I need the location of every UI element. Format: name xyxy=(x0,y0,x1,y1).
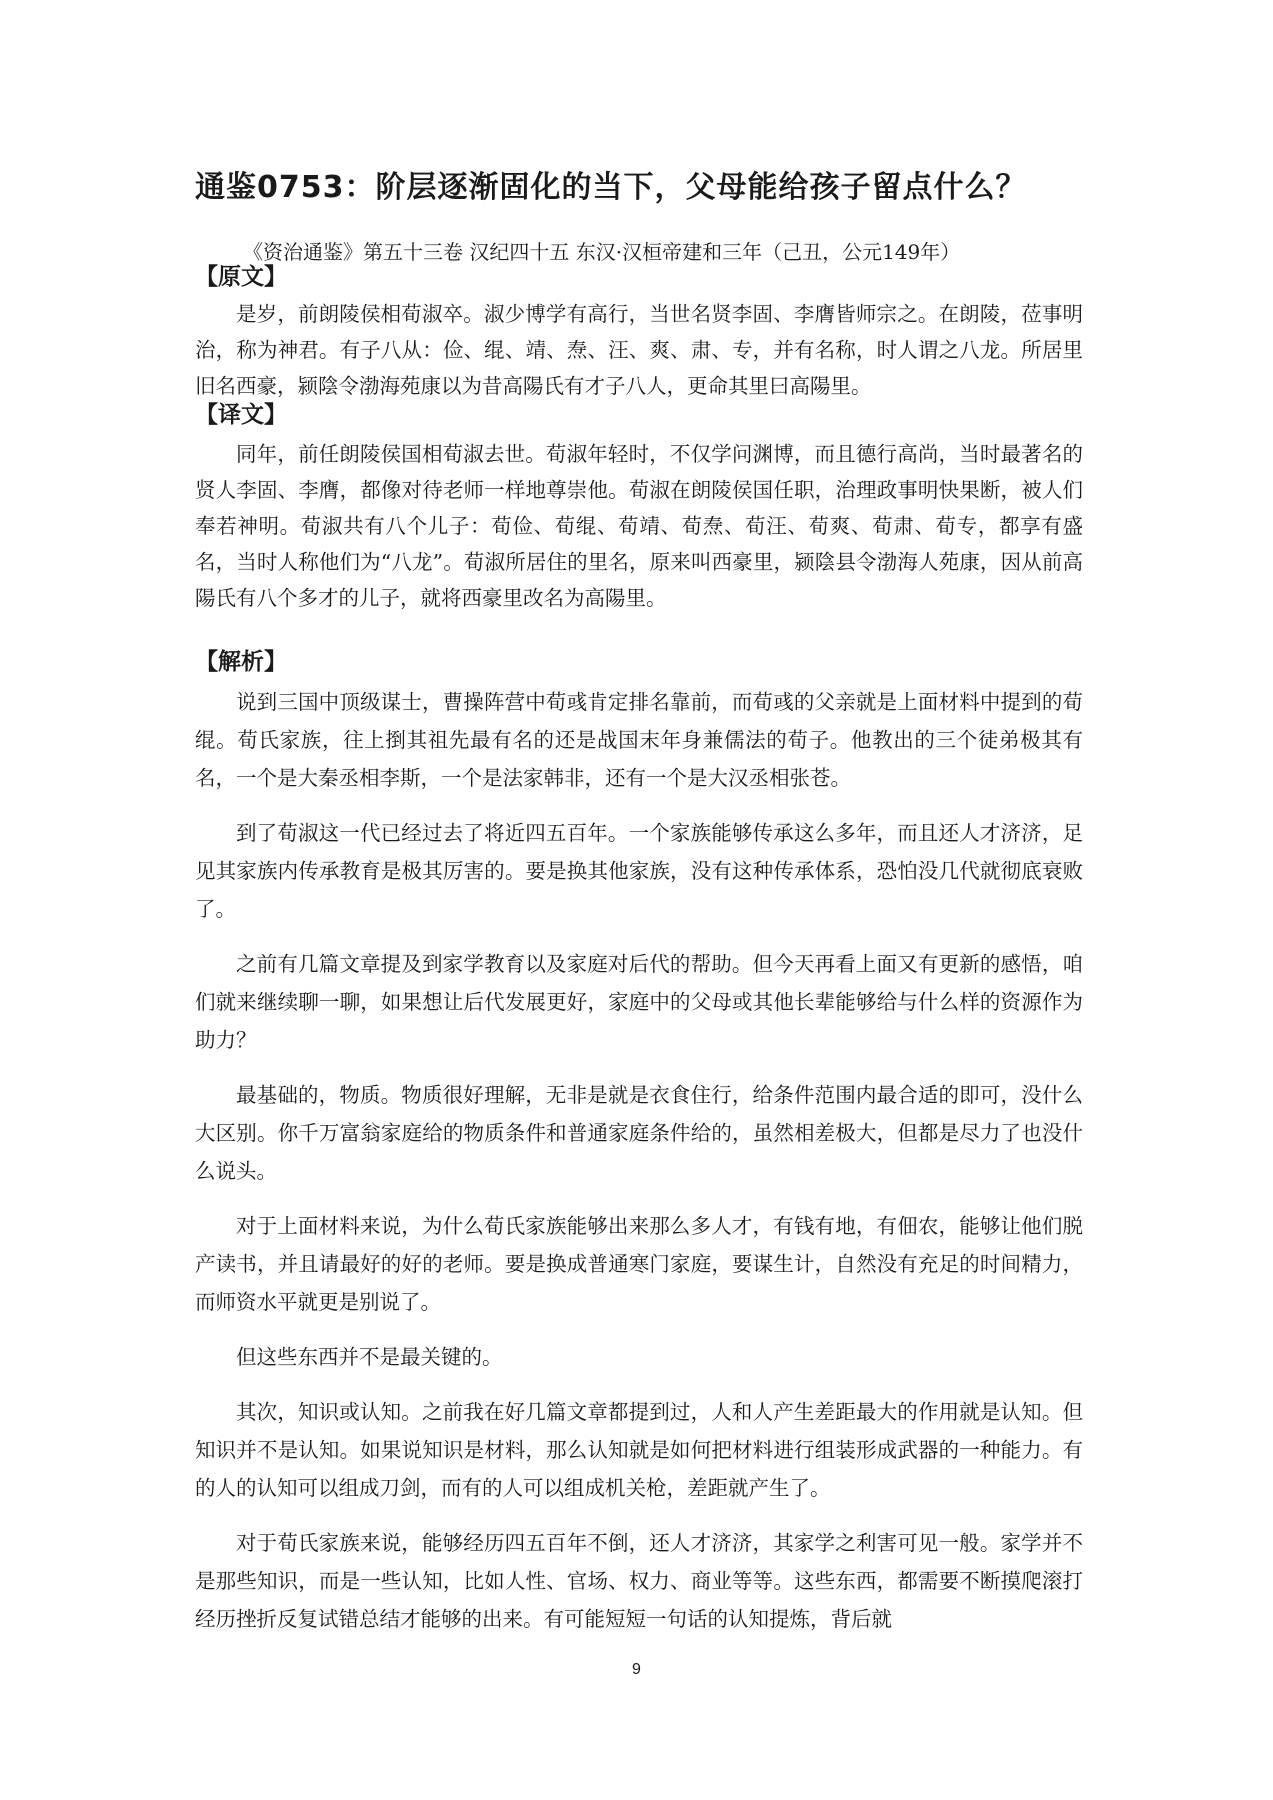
analysis-heading: 【解析】 xyxy=(195,649,287,675)
analysis-paragraph: 到了荀淑这一代已经过去了将近四五百年。一个家族能够传承这么多年，而且还人才济济，足见其家族内传承教育是极其厉害的。要是换其他家族，没有这种传承体系，恐怕没几代就彻底衰败了。 xyxy=(195,821,1083,921)
analysis-paragraph: 其次，知识或认知。之前我在好几篇文章都提到过，人和人产生差距最大的作用就是认知。但知识并不是认知。如果说知识是材料，那么认知就是如何把材料进行组装形成武器的一种能力。有的人的认知可以组成刀剑，而有的人可以组成机关枪，差距就产生了。 xyxy=(195,1400,1083,1500)
page-number: 9 xyxy=(632,1661,641,1678)
source-citation: 《资治通鉴》第五十三卷 汉纪四十五 东汉·汉桓帝建和三年（己丑，公元149年） xyxy=(243,240,961,264)
analysis-paragraph: 之前有几篇文章提及到家学教育以及家庭对后代的帮助。但今天再看上面又有更新的感悟，咱们就来继续聊一聊，如果想让后代发展更好，家庭中的父母或其他长辈能够给与什么样的资源作为助力？ xyxy=(195,952,1083,1052)
page-title: 通鉴0753：阶层逐渐固化的当下，父母能给孩子留点什么？ xyxy=(195,170,1027,205)
analysis-paragraph: 对于上面材料来说，为什么荀氏家族能够出来那么多人才，有钱有地，有佃农，能够让他们脱产读书，并且请最好的好的老师。要是换成普通寒门家庭，要谋生计，自然没有充足的时间精力，而师资水平就更是别说了。 xyxy=(195,1214,1083,1314)
analysis-section xyxy=(195,683,1083,1655)
analysis-paragraph: 最基础的，物质。物质很好理解，无非是就是衣食住行，给条件范围内最合适的即可，没什么大区别。你千万富翁家庭给的物质条件和普通家庭条件给的，虽然相差极大，但都是尽力了也没什么说头。 xyxy=(195,1083,1083,1183)
analysis-paragraph: 但这些东西并不是最关键的。 xyxy=(236,1345,503,1369)
translation-paragraph: 同年，前任朗陵侯国相荀淑去世。荀淑年轻时，不仅学问渊博，而且德行高尚，当时最著名的贤人李固、李膺，都像对待老师一样地尊崇他。荀淑在朗陵侯国任职，治理政事明快果断，被人们奉若神明。荀淑共有八个儿子：荀俭、荀绲、荀靖、荀焘、荀汪、荀爽、荀肃、荀专，都享有盛名，当时人称他们为“八龙”。荀淑所居住的里名，原来叫西豪里，颍陰县令渤海人苑康，因从前高陽氏有八个多才的儿子，就将西豪里改名为高陽里。 xyxy=(195,442,1083,610)
analysis-paragraph: 对于荀氏家族来说，能够经历四五百年不倒，还人才济济，其家学之利害可见一般。家学并不是那些知识，而是一些认知，比如人性、官场、权力、商业等等。这些东西，都需要不断摸爬滚打经历挫折反复试错总结才能够的出来。有可能短短一句话的认知提炼，背后就 xyxy=(195,1531,1083,1631)
original-text-paragraph: 是岁，前朗陵侯相荀淑卒。淑少博学有高行，当世名贤李固、李膺皆师宗之。在朗陵，莅事明治，称为神君。有子八从：俭、绲、靖、焘、汪、爽、肃、专，并有名称，时人谓之八龙。所居里旧名西豪，颍陰令渤海苑康以为昔高陽氏有才子八人，更命其里曰高陽里。 xyxy=(195,302,1083,398)
translation-section xyxy=(195,436,1083,616)
original-text-section xyxy=(195,296,1083,404)
analysis-paragraph: 说到三国中顶级谋士，曹操阵营中荀彧肯定排名靠前，而荀彧的父亲就是上面材料中提到的荀绲。荀氏家族，往上捯其祖先最有名的还是战国末年身兼儒法的荀子。他教出的三个徒弟极其有名，一个是大秦丞相李斯，一个是法家韩非，还有一个是大汉丞相张苍。 xyxy=(195,690,1083,790)
translation-heading: 【译文】 xyxy=(195,402,287,428)
original-text-heading: 【原文】 xyxy=(195,264,287,290)
